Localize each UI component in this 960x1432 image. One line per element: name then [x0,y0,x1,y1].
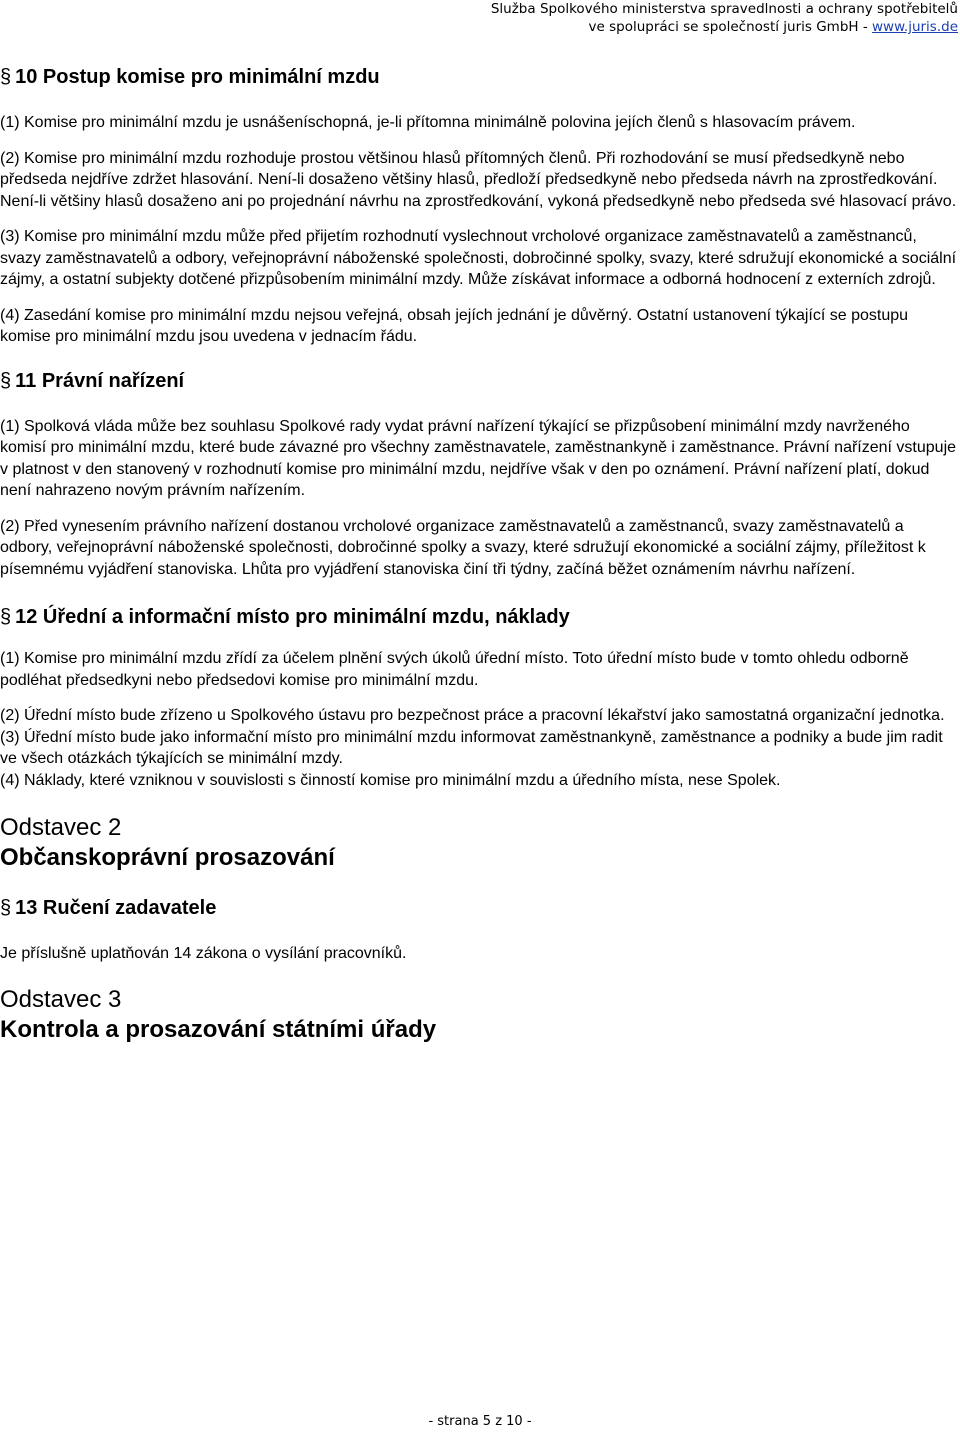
header-cooperation-line [491,18,958,36]
section-10-para-4: (4) Zasedání komise pro minimální mzdu nejsou veřejná, obsah jejích jednání je důvěrný. Ostatní ustanovení týkající se postupu komise pro minimální mzdu jsou uvedena v jednacím řádu. [0,306,909,345]
section-10-para-3: (3) Komise pro minimální mzdu může před přijetím rozhodnutí vyslechnout vrcholové organizace zaměstnavatelů a zaměstnanců, svazy zaměstnavatelů a odbory, veřejnoprávní náboženské společnosti, dobročinné spolky, svazy, které sdružují ekonomické a sociální zájmy, a ostatní subjekty dotčené přizpůsobením minimální mzdy. Může získávat informace a odborná hodnocení z externích zdrojů. [0,228,957,288]
section-title: 10 Postup komise pro minimální mzdu [15,66,380,88]
part-2-title: Občanskoprávní prosazování [0,844,335,871]
page-number: - strana 5 z 10 - [428,1414,532,1429]
section-11-heading [0,366,960,396]
section-title: 13 Ručení zadavatele [15,897,217,919]
paragraph-symbol: § [0,66,12,88]
section-11-para-1: (1) Spolková vláda může bez souhlasu Spolkové rady vydat právní nařízení týkající se přizpůsobení minimální mzdy navrženého komisí pro minimální mzdu, které bude závazné pro všechny zaměstnavatele, zaměstnankyně i zaměstnance. Právní nařízení vstupuje v platnost v den stanovený v rozhodnutí komise pro minimální mzdu, nejdříve však v den po oznámení. Právní nařízení platí, dokud není nahrazeno novým právním nařízením. [0,417,957,499]
section-13-para: Je příslušně uplatňován 14 zákona o vysílání pracovníků. [0,945,407,962]
section-13-heading [0,893,960,923]
section-10-para-2: (2) Komise pro minimální mzdu rozhoduje prostou většinou hlasů přítomných členů. Při rozhodování se musí předsedkyně nebo předseda nejdříve zdržet hlasování. Není-li dosaženo většiny hlasů, předloží předsedkyně nebo předseda návrh na zprostředkování. Není-li většiny hlasů dosaženo ani po projednání návrhu na zprostředkování, vykoná předsedkyně nebo předseda své hlasovací právo. [0,149,957,210]
page-header [491,0,958,36]
document-body [0,62,960,1045]
paragraph-symbol: § [0,369,12,392]
section-12-para-4: (4) Náklady, které vzniknou v souvislosti s činností komise pro minimální mzdu a úředního místa, nese Spolek. [0,771,781,789]
paragraph-symbol: § [0,897,12,919]
section-12-para-1: (1) Komise pro minimální mzdu zřídí za účelem plnění svých úkolů úřední místo. Toto úřední místo bude v tomto ohledu odborně podléhat předsedkyni nebo předsedovi komise pro minimální mzdu. [0,650,909,689]
section-11-para-2: (2) Před vynesením právního nařízení dostanou vrcholové organizace zaměstnavatelů a zaměstnanců, svazy zaměstnavatelů a odbory, veřejnoprávní náboženské společnosti, dobročinné spolky a svazy, které sdružují ekonomické a sociální zájmy, příležitost k písemnému vyjádření stanoviska. Lhůta pro vyjádření stanoviska činí tři týdny, začíná běžet oznámením návrhu nařízení. [0,517,926,578]
part-3-label: Odstavec 3 [0,985,122,1013]
paragraph-symbol: § [0,606,12,628]
part-3-title: Kontrola a prosazování státními úřady [0,1015,437,1043]
section-12-para-3: (3) Úřední místo bude jako informační místo pro minimální mzdu informovat zaměstnankyně, zaměstnance a podniky a bude jim radit ve všech otázkách týkajících se minimální mzdy. [0,728,943,767]
section-title: 12 Úřední a informační místo pro minimální mzdu, náklady [15,606,570,628]
header-ministry-line: Služba Spolkového ministerstva spravedlnosti a ochrany spotřebitelů [490,1,958,17]
section-12-para-2: (2) Úřední místo bude zřízeno u Spolkového ústavu pro bezpečnost práce a pracovní lékařství jako samostatná organizační jednotka. [0,707,945,724]
section-10-heading [0,62,960,92]
header-cooperation-text: ve spolupráci se společností juris GmbH - [588,19,873,35]
section-10-para-1: (1) Komise pro minimální mzdu je usnášeníschopná, je-li přítomna minimálně polovina jejích členů s hlasovacím právem. [0,114,856,131]
section-12-heading [0,602,960,632]
juris-link[interactable]: www.juris.de [872,19,958,35]
section-title: 11 Právní nařízení [15,369,185,392]
part-2-label: Odstavec 2 [0,814,122,841]
